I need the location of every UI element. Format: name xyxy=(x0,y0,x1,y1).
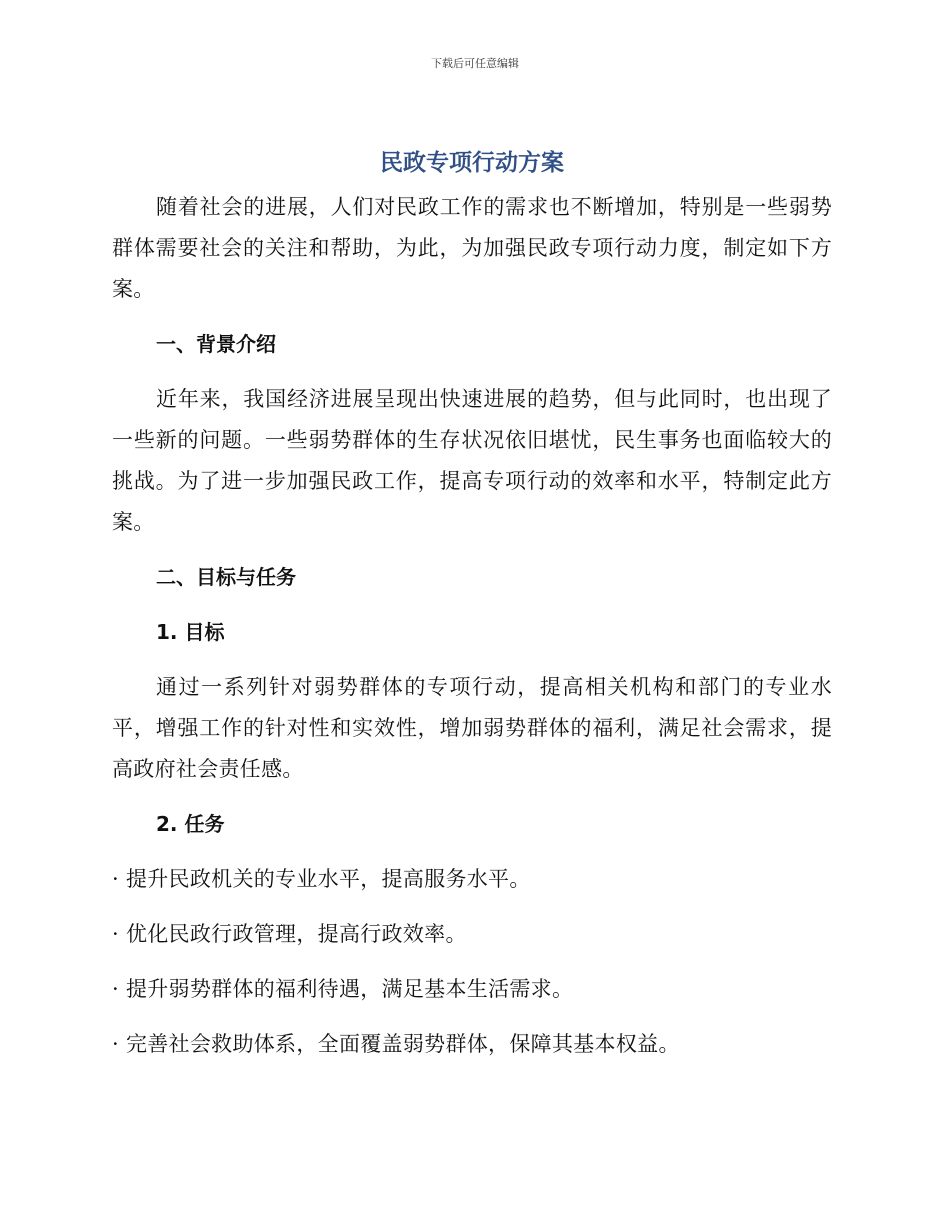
task-item: · 完善社会救助体系，全面覆盖弱势群体，保障其基本权益。 xyxy=(112,1032,680,1056)
header-note: 下载后可任意编辑 xyxy=(431,57,519,70)
subheading-tasks: 2. 任务 xyxy=(156,812,225,836)
task-item: · 提升民政机关的专业水平，提高服务水平。 xyxy=(112,867,531,891)
task-item: · 优化民政行政管理，提高行政效率。 xyxy=(112,922,467,946)
section-heading-goals-tasks: 二、目标与任务 xyxy=(156,565,296,589)
document-title: 民政专项行动方案 xyxy=(380,150,564,176)
intro-paragraph: 随着社会的进展，人们对民政工作的需求也不断增加，特别是一些弱势群体需要社会的关注和帮助，为此，为加强民政专项行动力度，制定如下方案。 xyxy=(112,195,832,301)
goal-paragraph: 通过一系列针对弱势群体的专项行动，提高相关机构和部门的专业水平，增强工作的针对性和实效性，增加弱势群体的福利，满足社会需求，提高政府社会责任感。 xyxy=(112,675,832,781)
subheading-goal: 1. 目标 xyxy=(156,620,225,644)
background-paragraph: 近年来，我国经济进展呈现出快速进展的趋势，但与此同时，也出现了一些新的问题。一些弱势群体的生存状况依旧堪忧，民生事务也面临较大的挑战。为了进一步加强民政工作，提高专项行动的效率和水平，特制定此方案。 xyxy=(112,387,832,534)
section-heading-background: 一、背景介绍 xyxy=(156,332,276,356)
document-body xyxy=(112,145,832,1079)
task-item: · 提升弱势群体的福利待遇，满足基本生活需求。 xyxy=(112,977,574,1001)
